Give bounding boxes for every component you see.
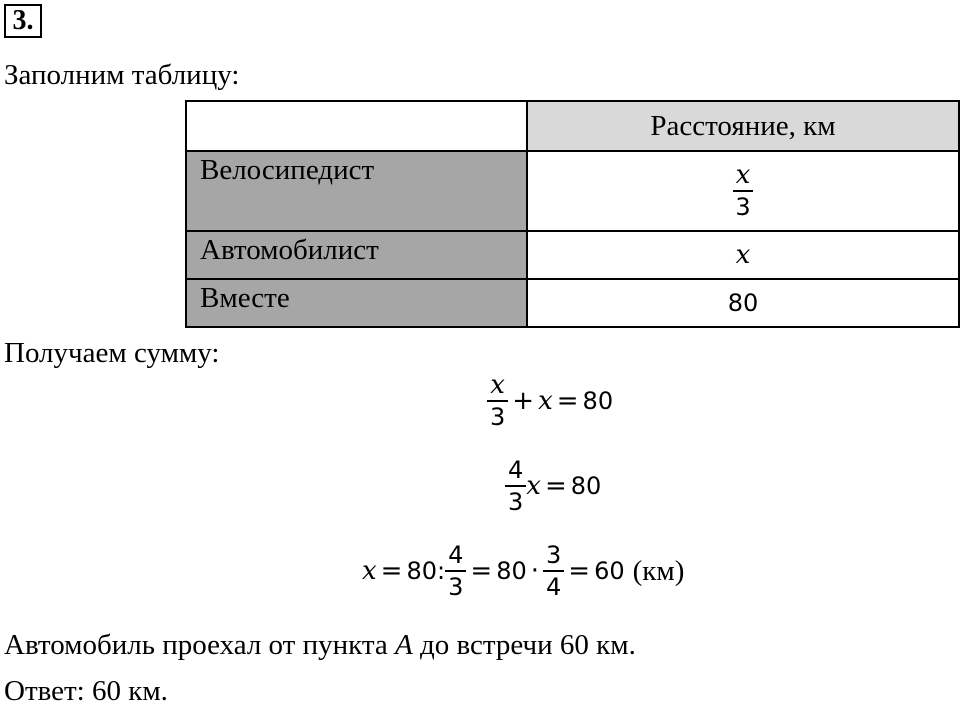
row-value-driver: x [527, 231, 959, 279]
fraction-numerator: 3 [546, 541, 562, 569]
fraction-denominator: 3 [490, 403, 506, 431]
row-label-driver: Автомобилист [186, 231, 527, 279]
number: 80 [582, 387, 614, 415]
table-row [186, 151, 959, 231]
row-label-cyclist: Велосипедист [186, 151, 527, 231]
result-number: 60 [594, 557, 625, 585]
fraction [543, 540, 564, 602]
row-label-together: Вместе [186, 279, 527, 327]
equation-1 [487, 370, 613, 432]
fraction [487, 370, 508, 432]
number: 80 [406, 557, 438, 585]
row-value-cyclist [527, 151, 959, 231]
fraction-numerator: 4 [508, 456, 524, 484]
conclusion-part-2: до встречи 60 км. [412, 629, 636, 661]
table-row [186, 279, 959, 327]
equals-sign: = [568, 556, 591, 586]
fraction-denominator: 3 [448, 573, 464, 601]
variable: x [362, 556, 377, 586]
unit-label: (км) [632, 555, 685, 587]
multiplication-dot: · [530, 556, 539, 586]
equals-sign: = [470, 556, 493, 586]
variable: x [526, 471, 541, 501]
number: 80 [570, 472, 602, 500]
equation-2 [505, 455, 601, 517]
point-label: A [395, 629, 413, 661]
equation-3 [362, 540, 684, 602]
intro-text: Заполним таблицу: [4, 59, 240, 91]
problem-number: 3. [4, 4, 42, 38]
answer-text: Ответ: 60 км. [4, 675, 168, 707]
equals-sign: = [380, 556, 403, 586]
sum-intro-text: Получаем сумму: [4, 337, 220, 369]
equals-sign: = [544, 471, 567, 501]
fraction-denominator: 4 [546, 573, 562, 601]
row-value-together: 80 [527, 279, 959, 327]
fraction-denominator: 3 [735, 193, 751, 221]
plus-sign: + [512, 386, 535, 416]
fraction-numerator: x [735, 160, 751, 190]
division-colon: : [437, 557, 446, 585]
table-header-distance: Расстояние, км [527, 101, 959, 151]
variable: x [538, 386, 553, 416]
fraction [445, 540, 466, 602]
fraction-numerator: x [490, 370, 505, 400]
equals-sign: = [556, 386, 579, 416]
conclusion-part-1: Автомобиль проехал от пункта [4, 629, 395, 661]
fraction-x-over-3 [732, 160, 753, 222]
distance-table [185, 100, 960, 328]
fraction-denominator: 3 [508, 488, 524, 516]
number: 80 [496, 557, 527, 585]
fraction-numerator: 4 [448, 541, 464, 569]
table-corner-cell [186, 101, 527, 151]
table-header-row [186, 101, 959, 151]
table-row [186, 231, 959, 279]
conclusion-text [4, 628, 636, 662]
fraction [505, 455, 526, 517]
